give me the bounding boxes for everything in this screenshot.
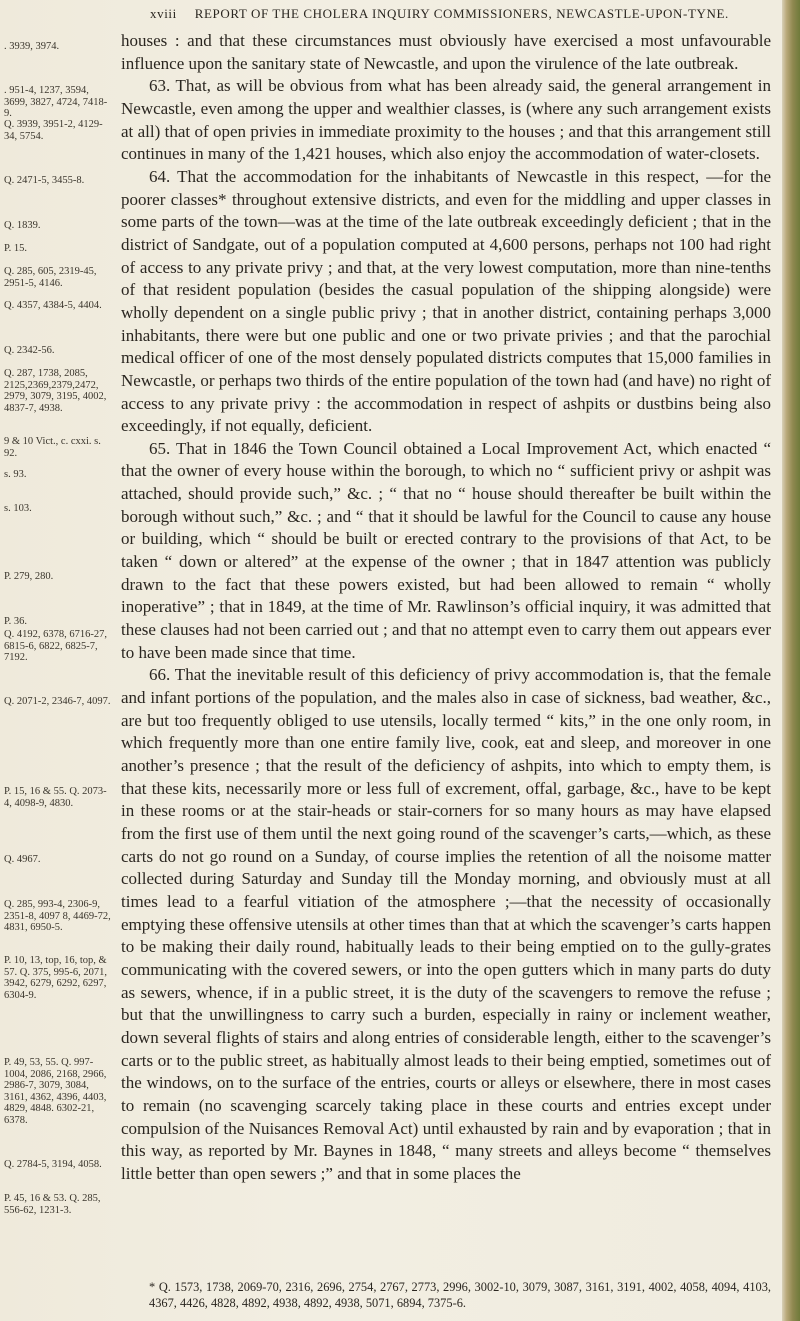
margin-note: Q. 285, 993-4, 2306-9, 2351-8, 4097 8, 4469-72, 4831, 6950-5.: [4, 899, 111, 933]
paragraph-continuation: houses : and that these circumstances must obviously have exercised a most unfavourable influence upon the sanitary state of Newcastle, and upon the virulence of the late outbreak.: [121, 31, 771, 73]
paragraph-65: 65. That in 1846 the Town Council obtained a Local Improvement Act, which enacted “ that the owner of every house within the borough, to which no “ sufficient privy or ashpit was attached, should provide such,” &c. ; “ that no “ house should thereafter be built within the borough without such,” &c. ; and “ that it should be lawful for the Council to cause any house or building, which “ should be built or erected contrary to the provisions of that Act, to be taken “ down or altered” at the expense of the owner ; that in 1847 attention was publicly drawn to the fact that these powers existed, but had been allowed to remain “ wholly inoperative” ; that in 1849, at the time of Mr. Rawlinson’s official inquiry, it was admitted that these clauses had not been carried out ; and that no attempt even to carry them out appears ever to have been made since that time.: [121, 438, 771, 662]
margin-note: Q. 1839.: [4, 220, 41, 231]
page-number: xviii: [150, 6, 177, 21]
margin-note: . 951-4, 1237, 3594, 3699, 3827, 4724, 7418-9.: [4, 85, 108, 119]
margin-note: P. 45, 16 & 53. Q. 285, 556-62, 1231-3.: [4, 1193, 101, 1216]
margin-note: Q. 2071-2, 2346-7, 4097.: [4, 696, 111, 707]
margin-note: Q. 4357, 4384-5, 4404.: [4, 300, 102, 311]
margin-note: P. 279, 280.: [4, 571, 54, 582]
margin-note: Q. 2342-56.: [4, 345, 55, 356]
margin-note: s. 103.: [4, 503, 32, 514]
running-title: REPORT OF THE CHOLERA INQUIRY COMMISSIONERS, NEWCASTLE-UPON-TYNE.: [194, 6, 729, 21]
margin-note: P. 15.: [4, 243, 28, 254]
margin-note: P. 15, 16 & 55. Q. 2073-4, 4098-9, 4830.: [4, 786, 107, 809]
running-header: [150, 6, 770, 22]
margin-note: Q. 4967.: [4, 854, 41, 865]
margin-note: Q. 2784-5, 3194, 4058.: [4, 1159, 102, 1170]
margin-note: s. 93.: [4, 469, 27, 480]
page-edge: [782, 0, 800, 1321]
margin-note: Q. 3939, 3951-2, 4129-34, 5754.: [4, 119, 103, 142]
margin-note: Q. 285, 605, 2319-45, 2951-5, 4146.: [4, 266, 97, 289]
margin-note: 9 & 10 Vict., c. cxxi. s. 92.: [4, 436, 101, 459]
paragraph-66: 66. That the inevitable result of this deficiency of privy accommodation is, that the female and infant portions of the population, and the males also in case of sickness, bad weather, &c., are but too frequently obliged to use utensils, locally termed “ kits,” in the one only room, in which frequently more than one entire family live, cook, eat and sleep, and moreover in one another’s presence ; that the result of the deficiency of ashpits, into which to empty them, is that these kits, necessarily more or less full of excrement, offal, garbage, &c., have to be kept in these rooms or at the stair-heads or stair-corners for so many hours as may have elapsed from the first use of them until the next going round of the scavenger’s carts,—which, as these carts do not go round on a Sunday, of course implies the retention of all the noisome matter collected during Saturday and Sunday till the Monday morning, and obviously must at all times lead to a fearful vitiation of the atmosphere ;—that the necessity of occasionally emptying these offensive utensils at other times than that at which the scavenger’s carts happen to be making their daily round, habitually leads to their being emptied on to the gully-grates communicating with the covered sewers, or into the open gutters which in many parts do duty as sewers, whence, if in a public street, it is the duty of the scavengers to remove the refuse ; but that the unwillingness to carry such a burden, especially in rainy or inclement weather, down several flights of stairs and along entries of considerable length, either to the scavenger’s carts or to the public street, as habitually almost leads to their being emptied, sometimes out of the windows, on to the surface of the entries, courts or alleys or elsewhere, there in most cases to remain (no scavenging scarcely taking place in these courts and entries except under compulsion of the Nuisances Removal Act) until exhausted by rain and by evaporation ; that in this way, as reported by Mr. Baynes in 1848, “ many streets and alleys become “ themselves little better than open sewers ;” and that in some places the: [121, 665, 771, 1183]
footnote-text: * Q. 1573, 1738, 2069-70, 2316, 2696, 2754, 2767, 2773, 2996, 3002-10, 3079, 3087, 3161, 3191, 4002, 4058, 4094, 4103, 4367, 4426, 4828, 4892, 4938, 4892, 4938, 5071, 6894, 7375-6.: [149, 1280, 771, 1310]
margin-note: Q. 287, 1738, 2085, 2125,2369,2379,2472, 2979, 3079, 3195, 4002, 4837-7, 4938.: [4, 368, 107, 414]
margin-note: Q. 2471-5, 3455-8.: [4, 175, 85, 186]
body-text: [121, 30, 771, 1185]
margin-note: P. 49, 53, 55. Q. 997-1004, 2086, 2168, 2966, 2986-7, 3079, 3084, 3161, 4362, 4396, 4403, 4829, 4848. 6302-21, 6378.: [4, 1057, 107, 1126]
footnote: [121, 1279, 771, 1311]
paragraph-64: 64. That the accommodation for the inhabitants of Newcastle in this respect, —for the poorer classes* throughout extensive districts, and even for the middling and upper classes in some parts of the town—was at the time of the late outbreak exceedingly deficient ; that in the district of Sandgate, out of a population computed at 4,600 persons, perhaps not 100 had right of access to any private privy ; and that, at the very lowest computation, more than nine-tenths of that resident population (besides the casual population of the shipping alongside) were wholly dependent on a single public privy ; that in another district, containing perhaps 3,000 inhabitants, there were but one public and one or two private privies ; and that the parochial medical officer of one of the most densely populated districts computes that 15,000 families in Newcastle, or perhaps two thirds of the entire population of the town had (and have) no right of access to any private privy : the accommodation in respect of ashpits or dustbins being also exceedingly, if not equally, deficient.: [121, 166, 771, 436]
margin-note: P. 36.: [4, 616, 28, 627]
margin-note: Q. 4192, 6378, 6716-27, 6815-6, 6822, 6825-7, 7192.: [4, 629, 107, 663]
margin-note: P. 10, 13, top, 16, top, & 57. Q. 375, 995-6, 2071, 3942, 6279, 6292, 6297, 6304-9.: [4, 955, 107, 1001]
margin-note: . 3939, 3974.: [4, 41, 60, 52]
paragraph-63: 63. That, as will be obvious from what has been already said, the general arrangement in Newcastle, even among the upper and wealthier classes, is (where any such arrangement exists at all) that of open privies in immediate proximity to the houses ; and that this arrangement still continues in many of the 1,421 houses, which also enjoy the accommodation of water-closets.: [121, 76, 771, 164]
